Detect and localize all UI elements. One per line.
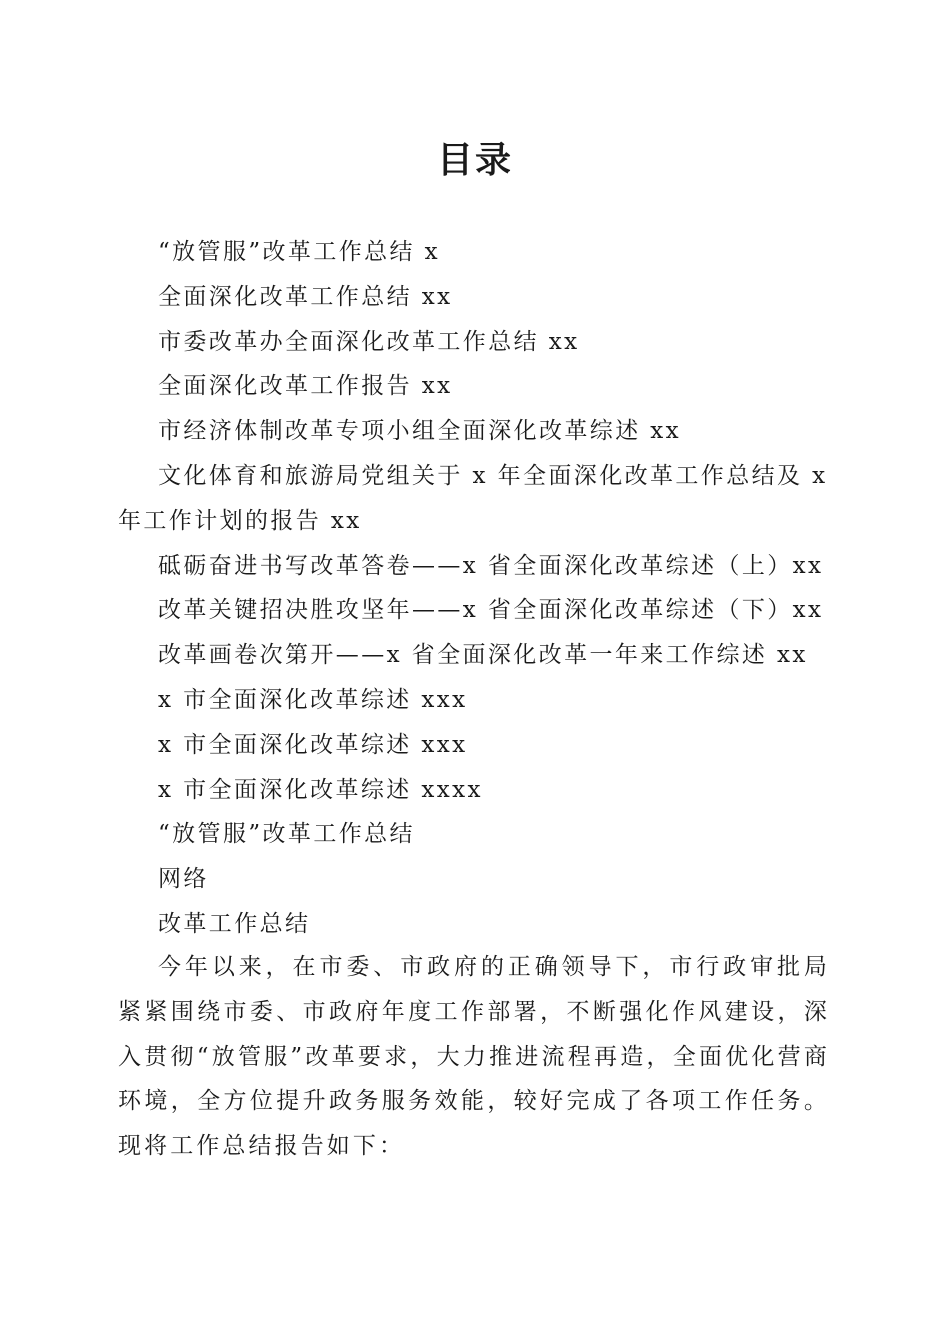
section-heading: “放管服”改革工作总结: [158, 821, 415, 848]
toc-item: 文化体育和旅游局党组关于 x 年全面深化改革工作总结及 x 年工作计划的报告 xx: [118, 462, 828, 534]
page-title: 目录: [436, 139, 513, 181]
toc-item: x 市全面深化改革综述 xxxx: [158, 776, 483, 803]
toc-item: x 市全面深化改革综述 xxx: [158, 731, 468, 758]
table-of-contents: [118, 230, 830, 947]
toc-item: 改革画卷次第开——x 省全面深化改革一年来工作综述 xx: [158, 642, 808, 669]
section-source: 网络: [158, 866, 209, 893]
body-paragraph: 今年以来，在市委、市政府的正确领导下，市行政审批局紧紧围绕市委、市政府年度工作部署，不断强化作风建设，深入贯彻“放管服”改革要求，大力推进流程再造，全面优化营商环境，全方位提升政务服务效能，较好完成了各项工作任务。现将工作总结报告如下：: [118, 954, 830, 1160]
toc-item: 改革关键招决胜攻坚年——x 省全面深化改革综述（下）xx: [158, 597, 824, 624]
toc-item: 市委改革办全面深化改革工作总结 xx: [158, 328, 580, 355]
toc-item: 全面深化改革工作报告 xx: [158, 373, 453, 400]
section-subheading: 改革工作总结: [158, 910, 311, 937]
toc-item: 全面深化改革工作总结 xx: [158, 283, 453, 310]
toc-item: x 市全面深化改革综述 xxx: [158, 686, 468, 713]
toc-item: 市经济体制改革专项小组全面深化改革综述 xx: [158, 418, 682, 445]
toc-item: “放管服”改革工作总结 x: [158, 239, 440, 265]
toc-item: 砥砺奋进书写改革答卷——x 省全面深化改革综述（上）xx: [158, 552, 824, 579]
